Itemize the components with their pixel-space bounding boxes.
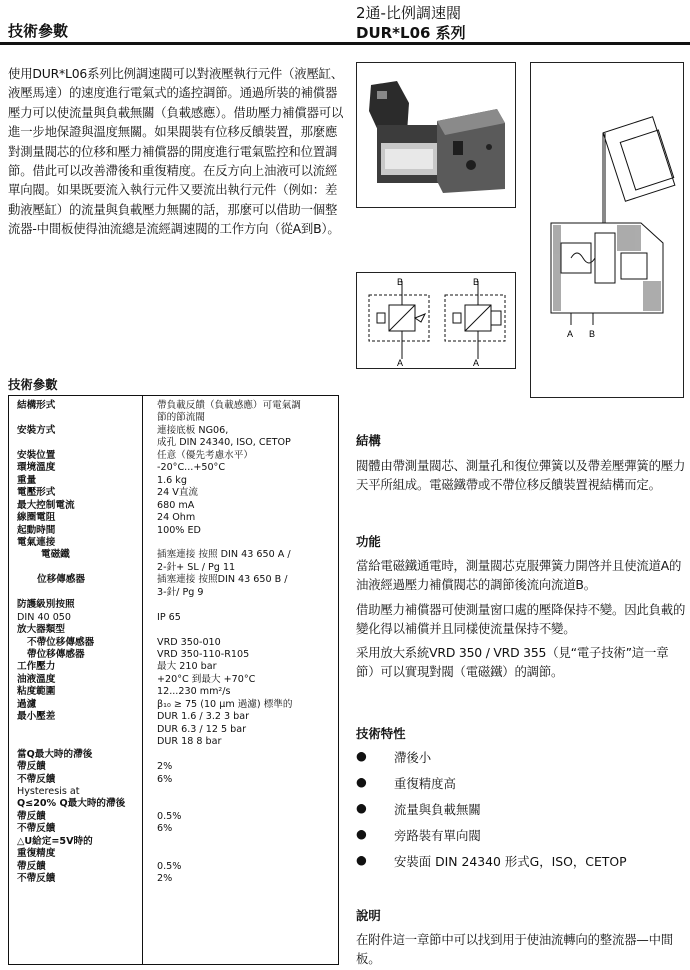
spec-label: 最小壓差 bbox=[17, 711, 56, 723]
spec-label: 不帶反饋 bbox=[17, 773, 56, 785]
function-heading: 功能 bbox=[356, 534, 381, 549]
port-b-label: B bbox=[589, 329, 596, 339]
spec-value: 插塞連接 按照DIN 43 650 B / bbox=[157, 574, 288, 586]
bullet-icon: ● bbox=[356, 800, 367, 815]
spec-label: Q≤20% Q最大時的滯後 bbox=[17, 798, 126, 810]
product-series: DUR*L06 系列 bbox=[356, 24, 466, 42]
spec-value: 100% ED bbox=[157, 524, 201, 536]
product-subtitle: 2通-比例調速閥 bbox=[356, 4, 461, 22]
spec-value: 2% bbox=[157, 761, 173, 773]
structure-text: 閥體由帶測量閥芯、測量孔和復位彈簧以及帶差壓彈簧的壓力天平所組成。電磁鐵帶或不帶位移反饋裝置視結構而定。 bbox=[356, 458, 686, 493]
header-rule bbox=[0, 42, 690, 45]
spec-value: DUR 18 8 bar bbox=[157, 736, 222, 748]
structure-heading: 結構 bbox=[356, 433, 381, 448]
spec-label: 電氣連接 bbox=[17, 536, 56, 548]
feature-text: 滯後小 bbox=[394, 750, 432, 765]
spec-value: +20°C 到最大 +70°C bbox=[157, 673, 256, 685]
spec-label: 當Q最大時的滯後 bbox=[17, 748, 93, 760]
feature-text: 重復精度高 bbox=[394, 776, 456, 791]
spec-value: DUR 6.3 / 12 5 bar bbox=[157, 723, 247, 735]
valve-photo bbox=[356, 62, 516, 208]
bullet-icon: ● bbox=[356, 748, 367, 763]
spec-label: 帶反饋 bbox=[17, 761, 46, 773]
port-a-label: A bbox=[567, 329, 574, 339]
spec-label: 不帶反饋 bbox=[17, 823, 56, 835]
note-text: 在附件這一章節中可以找到用于使油流轉向的整流器—中間板。 bbox=[356, 932, 673, 967]
note-heading: 說明 bbox=[356, 908, 381, 923]
spec-label: 線圈電阻 bbox=[17, 512, 56, 524]
spec-value: 插塞連接 按照 DIN 43 650 A / bbox=[157, 549, 291, 561]
spec-label: 帶位移傳感器 bbox=[27, 649, 85, 660]
spec-value: 12...230 mm²/s bbox=[157, 686, 231, 698]
spec-label: 放大器類型 bbox=[17, 624, 65, 636]
spec-value: IP 65 bbox=[157, 611, 181, 623]
spec-label: 防護級別按照 bbox=[17, 599, 75, 611]
spec-label: 安裝位置 bbox=[17, 449, 56, 461]
bullet-icon: ● bbox=[356, 852, 367, 867]
spec-value: 2-針+ SL / Pg 11 bbox=[157, 561, 236, 573]
spec-label: 起動時間 bbox=[17, 524, 56, 536]
function-text-1: 當給電磁鐵通電時，測量閥芯克服彈簧力開啓并且使流道A的油液經過壓力補償閥芯的調節後流向流道B。 bbox=[356, 558, 682, 593]
spec-value: VRD 350-110-R105 bbox=[157, 649, 250, 660]
spec-value: VRD 350-010 bbox=[157, 636, 221, 648]
spec-value: 帶負載反饋（負載感應）可電氣調 bbox=[157, 400, 301, 411]
spec-value: 節的節流閥 bbox=[157, 412, 205, 424]
spec-value: 24 V直流 bbox=[157, 487, 199, 499]
spec-value: 連接底板 NG06, bbox=[157, 424, 229, 436]
spec-label: 不帶位移傳感器 bbox=[27, 636, 95, 648]
spec-table bbox=[8, 395, 339, 965]
spec-label: 帶反饋 bbox=[17, 860, 46, 872]
spec-value: β₁₀ ≥ 75 (10 μm 過濾) 標準的 bbox=[157, 698, 293, 710]
spec-label: △U給定=5V時的 bbox=[17, 835, 93, 847]
port-a-label: A bbox=[473, 358, 480, 368]
spec-value: 0.5% bbox=[157, 860, 182, 872]
spec-label: 不帶反饋 bbox=[17, 873, 56, 885]
spec-value: 24 Ohm bbox=[157, 512, 196, 524]
feature-text: 旁路裝有單向閥 bbox=[394, 828, 481, 843]
spec-value: 2% bbox=[157, 873, 173, 885]
spec-table-title: 技術參數 bbox=[8, 377, 58, 392]
bullet-icon: ● bbox=[356, 774, 367, 789]
spec-label: 結構形式 bbox=[17, 400, 56, 411]
port-b-label: B bbox=[473, 277, 480, 287]
page-title: 技術參數 bbox=[8, 22, 69, 40]
spec-value: 680 mA bbox=[157, 499, 195, 511]
spec-value: 3-針/ Pg 9 bbox=[157, 586, 204, 598]
spec-label: DIN 40 050 bbox=[17, 611, 72, 623]
spec-value: 最大 210 bar bbox=[157, 661, 217, 673]
spec-value: -20°C...+50°C bbox=[157, 462, 226, 474]
spec-value: 6% bbox=[157, 823, 173, 835]
features-heading: 技術特性 bbox=[356, 726, 406, 741]
spec-label: 油液溫度 bbox=[17, 673, 56, 685]
spec-label: 重復精度 bbox=[17, 848, 56, 860]
spec-value: 6% bbox=[157, 773, 173, 785]
spec-label: 粘度範圍 bbox=[17, 686, 56, 698]
spec-label: 安裝方式 bbox=[17, 424, 56, 436]
valve-section-drawing bbox=[530, 62, 684, 398]
spec-value: 成孔 DIN 24340, ISO, CETOP bbox=[157, 437, 291, 449]
spec-label: 電壓形式 bbox=[17, 487, 56, 499]
spec-value: 0.5% bbox=[157, 810, 182, 822]
function-text-2: 借助壓力補償器可使測量窗口處的壓降保持不變。因此負載的變化得以補償并且同樣使流量保持不變。 bbox=[356, 602, 686, 637]
hydraulic-symbol-diagram bbox=[356, 272, 516, 369]
spec-value: 1.6 kg bbox=[157, 474, 187, 486]
spec-label: 帶反饋 bbox=[17, 810, 46, 822]
spec-label: 最大控制電流 bbox=[17, 499, 75, 511]
spec-value: DUR 1.6 / 3.2 3 bar bbox=[157, 711, 250, 723]
port-a-label: A bbox=[397, 358, 404, 368]
feature-text: 安裝面 DIN 24340 形式G，ISO，CETOP bbox=[394, 854, 627, 869]
spec-label: 位移傳感器 bbox=[37, 574, 85, 586]
spec-label: 環境溫度 bbox=[17, 462, 56, 474]
table-divider bbox=[142, 396, 143, 964]
port-b-label: B bbox=[397, 277, 404, 287]
spec-label: 重量 bbox=[17, 474, 37, 486]
function-text-3: 采用放大系統VRD 350 / VRD 355（見“電子技術”這一章節）可以實現對閥（電磁鐵）的調節。 bbox=[356, 645, 669, 680]
spec-label: Hysteresis at bbox=[17, 785, 80, 797]
spec-value: 任意（優先考慮水平） bbox=[157, 449, 253, 461]
bullet-icon: ● bbox=[356, 826, 367, 841]
spec-label: 電磁鐵 bbox=[41, 549, 70, 561]
intro-paragraph: 使用DUR*L06系列比例調速閥可以對液壓執行元件（液壓缸、液壓馬達）的速度進行電氣式的遙控調節。通過所裝的補償器壓力可以使流量與負載無關（負載感應）。借助壓力補償器可以進一步地保證與溫度無關。如果閥裝有位移反饋裝置，那麼應對測量閥芯的位移和壓力補償器的開度進行電氣監控和位置調節。借此可以改善滯後和重復精度。在反方向上油液可以流經單向閥。如果既要流入執行元件又要流出執行元件（例如：差動液壓缸）的流量與負載壓力無關的話，那麼可以借助一個整流器-中間板使得油流總是流經調速閥的工作方向（從A到B）。 bbox=[8, 66, 344, 237]
spec-label: 過濾 bbox=[17, 698, 37, 710]
feature-text: 流量與負載無關 bbox=[394, 802, 481, 817]
spec-label: 工作壓力 bbox=[17, 661, 56, 673]
